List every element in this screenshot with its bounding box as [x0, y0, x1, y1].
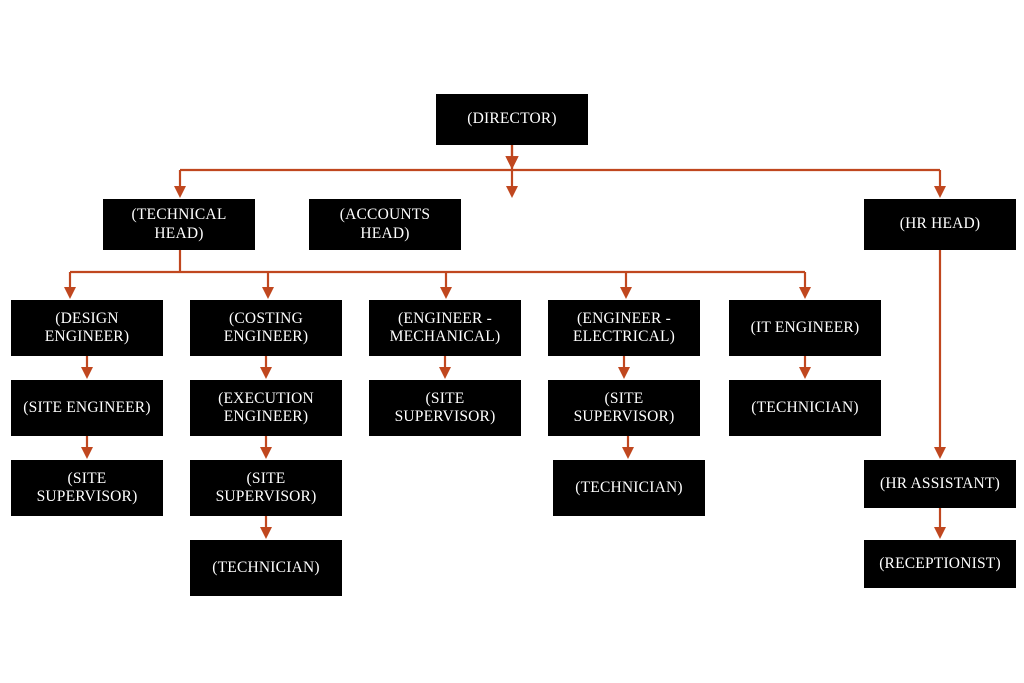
- node-label: (RECEPTIONIST): [879, 554, 1001, 572]
- node-costing-engineer[interactable]: [190, 300, 342, 356]
- node-engineer-mechanical[interactable]: [369, 300, 521, 356]
- node-receptionist[interactable]: [864, 540, 1016, 588]
- node-label: (ENGINEER - ELECTRICAL): [572, 309, 676, 345]
- node-label: (COSTING ENGINEER): [223, 309, 309, 345]
- node-technician-costing[interactable]: [190, 540, 342, 596]
- node-technician-it[interactable]: [729, 380, 881, 436]
- node-engineer-electrical[interactable]: [548, 300, 700, 356]
- node-label: (EXECUTION ENGINEER): [218, 389, 314, 425]
- node-label: (TECHNICIAN): [575, 478, 683, 496]
- node-label: (HR ASSISTANT): [880, 474, 1000, 492]
- node-label: (TECHNICIAN): [751, 398, 859, 416]
- node-label: (SITE ENGINEER): [23, 398, 151, 416]
- node-label: (TECHNICIAN): [212, 558, 320, 576]
- node-label: (IT ENGINEER): [750, 318, 860, 336]
- node-label: (SITE SUPERVISOR): [573, 389, 675, 425]
- node-site-supervisor-mechanical[interactable]: [369, 380, 521, 436]
- node-label: (SITE SUPERVISOR): [215, 469, 317, 505]
- node-technical-head[interactable]: [103, 199, 255, 250]
- node-label: (SITE SUPERVISOR): [394, 389, 496, 425]
- node-label: (DIRECTOR): [467, 110, 557, 128]
- node-technician-electrical[interactable]: [553, 460, 705, 516]
- node-site-engineer[interactable]: [11, 380, 163, 436]
- node-execution-engineer[interactable]: [190, 380, 342, 436]
- node-it-engineer[interactable]: [729, 300, 881, 356]
- node-accounts-head[interactable]: [309, 199, 461, 250]
- node-site-supervisor-costing[interactable]: [190, 460, 342, 516]
- node-director[interactable]: [436, 94, 588, 145]
- node-design-engineer[interactable]: [11, 300, 163, 356]
- node-label: (TECHNICAL HEAD): [131, 206, 227, 242]
- node-label: (ENGINEER - MECHANICAL): [389, 309, 501, 345]
- node-hr-assistant[interactable]: [864, 460, 1016, 508]
- node-label: (HR HEAD): [899, 215, 981, 233]
- node-site-supervisor-design[interactable]: [11, 460, 163, 516]
- node-label: (ACCOUNTS HEAD): [339, 206, 431, 242]
- node-label: (SITE SUPERVISOR): [36, 469, 138, 505]
- node-hr-head[interactable]: [864, 199, 1016, 250]
- node-site-supervisor-electrical[interactable]: [548, 380, 700, 436]
- node-label: (DESIGN ENGINEER): [44, 309, 130, 345]
